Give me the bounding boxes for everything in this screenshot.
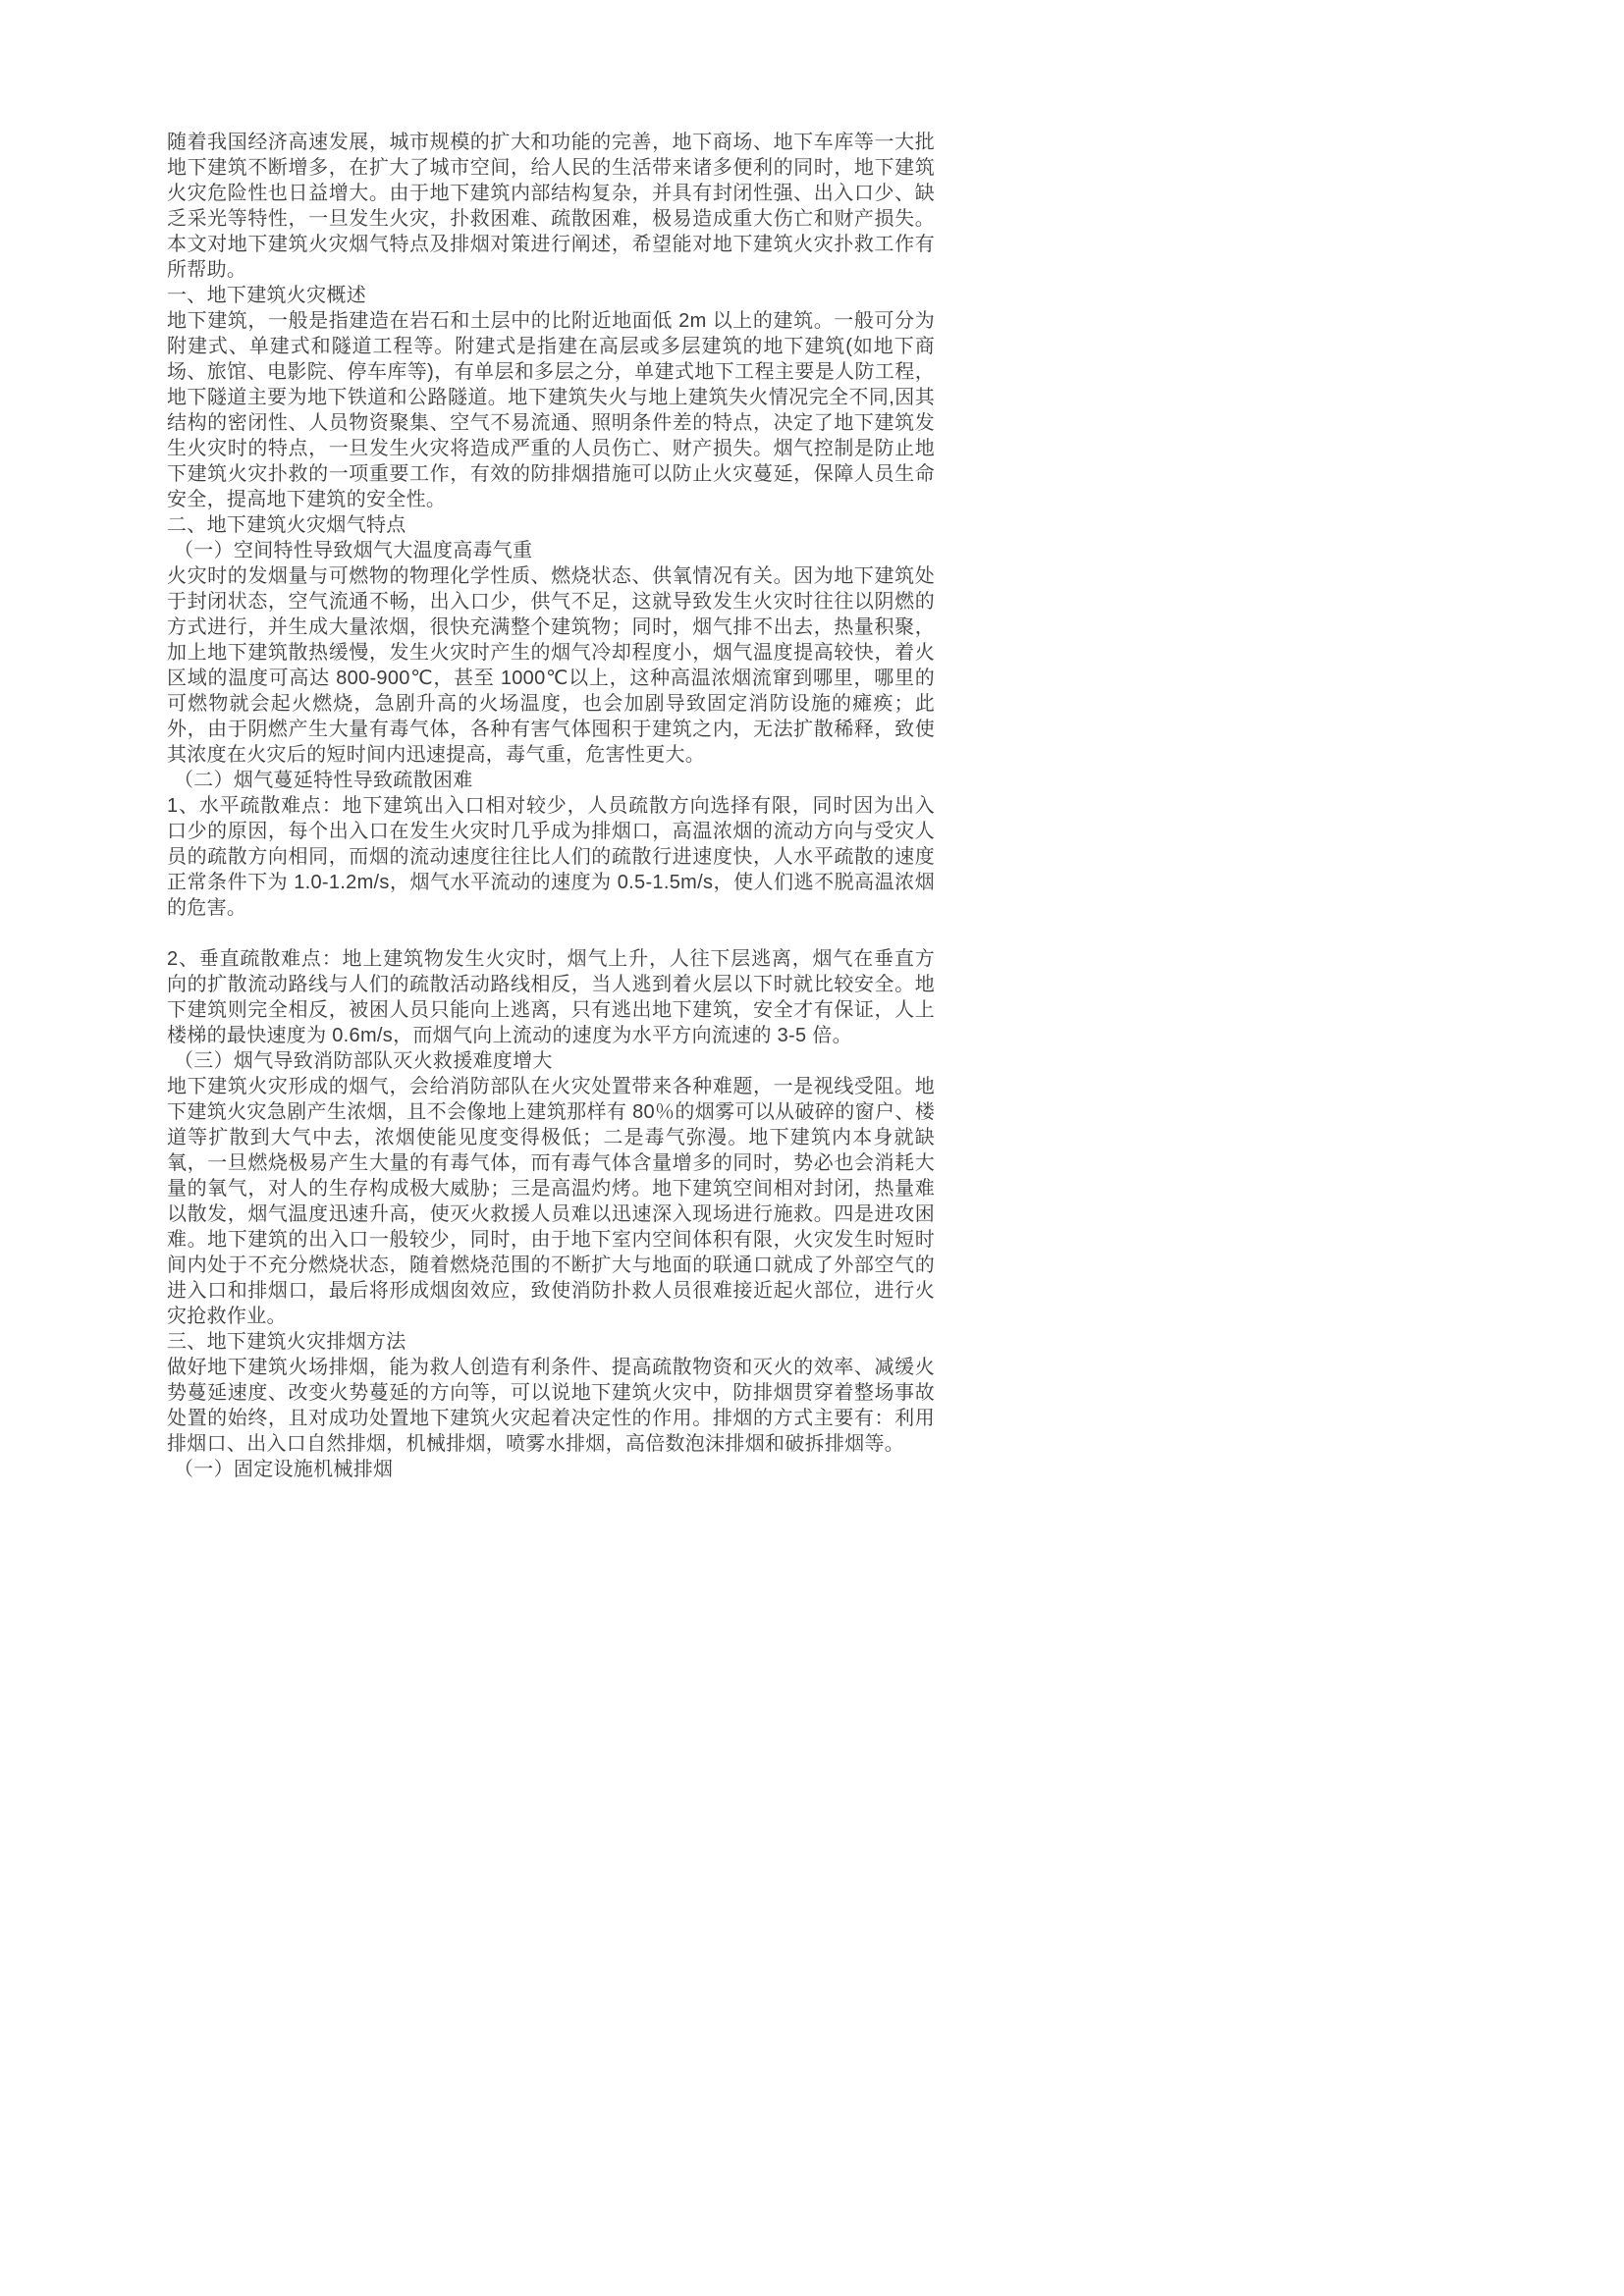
paragraph: 做好地下建筑火场排烟，能为救人创造有利条件、提高疏散物资和灭火的效率、减缓火势蔓延速度、改变火势蔓延的方向等，可以说地下建筑火灾中，防排烟贯穿着整场事故处置的始终，且对成功处置地下建筑火灾起着决定性的作用。排烟的方式主要有：利用排烟口、出入口自然排烟，机械排烟，喷雾水排烟，高倍数泡沫排烟和破拆排烟等。 (167, 1357, 935, 1455)
paragraph: 随着我国经济高速发展，城市规模的扩大和功能的完善，地下商场、地下车库等一大批地下建筑不断增多，在扩大了城市空间，给人民的生活带来诸多便利的同时，地下建筑火灾危险性也日益增大。由于地下建筑内部结构复杂，并具有封闭性强、出入口少、缺乏采光等特性，一旦发生火灾，扑救困难、疏散困难，极易造成重大伤亡和财产损失。本文对地下建筑火灾烟气特点及排烟对策进行阐述，希望能对地下建筑火灾扑救工作有所帮助。 (167, 132, 935, 281)
blank-line (167, 921, 935, 946)
document-content (167, 130, 935, 1482)
section-heading: 三、地下建筑火灾排烟方法 (167, 1331, 406, 1353)
paragraph: 火灾时的发烟量与可燃物的物理化学性质、燃烧状态、供氧情况有关。因为地下建筑处于封闭状态，空气流通不畅，出入口少，供气不足，这就导致发生火灾时往往以阴燃的方式进行，并生成大量浓烟，很快充满整个建筑物；同时，烟气排不出去，热量积聚，加上地下建筑散热缓慢，发生火灾时产生的烟气冷却程度小，烟气温度提高较快，着火区域的温度可高达 800-900℃，甚至 1000℃以上，这种高温浓烟流窜到哪里，哪里的可燃物就会起火燃烧，急剧升高的火场温度，也会加剧导致固定消防设施的瘫痪；此外，由于阴燃产生大量有毒气体，各种有害气体囤积于建筑之内，无法扩散稀释，致使其浓度在火灾后的短时间内迅速提高，毒气重，危害性更大。 (167, 565, 935, 766)
subsection-heading: （一）固定设施机械排烟 (174, 1459, 394, 1480)
subsection-heading: （三）烟气导致消防部队灭火救援难度增大 (174, 1050, 553, 1072)
paragraph: 地下建筑，一般是指建造在岩石和土层中的比附近地面低 2m 以上的建筑。一般可分为附建式、单建式和隧道工程等。附建式是指建在高层或多层建筑的地下建筑(如地下商场、旅馆、电影院、停车库等)，有单层和多层之分，单建式地下工程主要是人防工程，地下隧道主要为地下铁道和公路隧道。地下建筑失火与地上建筑失火情况完全不同,因其结构的密闭性、人员物资聚集、空气不易流通、照明条件差的特点，决定了地下建筑发生火灾时的特点，一旦发生火灾将造成严重的人员伤亡、财产损失。烟气控制是防止地下建筑火灾扑救的一项重要工作，有效的防排烟措施可以防止火灾蔓延，保障人员生命安全，提高地下建筑的安全性。 (167, 310, 935, 510)
subsection-heading: （二）烟气蔓延特性导致疏散困难 (174, 770, 473, 791)
section-heading: 二、地下建筑火灾烟气特点 (167, 514, 406, 536)
subsection-heading: （一）空间特性导致烟气大温度高毒气重 (174, 540, 533, 561)
paragraph: 1、水平疏散难点：地下建筑出入口相对较少，人员疏散方向选择有限，同时因为出入口少的原因，每个出入口在发生火灾时几乎成为排烟口，高温浓烟的流动方向与受灾人员的疏散方向相同，而烟的流动速度往往比人们的疏散行进速度快，人水平疏散的速度正常条件下为 1.0-1.2m/s，烟气水平流动的速度为 0.5-1.5m/s，使人们逃不脱高温浓烟的危害。 (167, 795, 935, 919)
section-heading: 一、地下建筑火灾概述 (167, 285, 366, 306)
paragraph: 2、垂直疏散难点：地上建筑物发生火灾时，烟气上升，人往下层逃离，烟气在垂直方向的扩散流动路线与人们的疏散活动路线相反，当人逃到着火层以下时就比较安全。地下建筑则完全相反，被困人员只能向上逃离，只有逃出地下建筑，安全才有保证，人上楼梯的最快速度为 0.6m/s，而烟气向上流动的速度为水平方向流速的 3-5 倍。 (167, 948, 935, 1046)
paragraph: 地下建筑火灾形成的烟气，会给消防部队在火灾处置带来各种难题，一是视线受阻。地下建筑火灾急剧产生浓烟，且不会像地上建筑那样有 80％的烟雾可以从破碎的窗户、楼道等扩散到大气中去，浓烟使能见度变得极低；二是毒气弥漫。地下建筑内本身就缺氧，一旦燃烧极易产生大量的有毒气体，而有毒气体含量增多的同时，势必也会消耗大量的氧气，对人的生存构成极大威胁；三是高温灼烤。地下建筑空间相对封闭，热量难以散发，烟气温度迅速升高，使灭火救援人员难以迅速深入现场进行施救。四是进攻困难。地下建筑的出入口一般较少，同时，由于地下室内空间体积有限，火灾发生时短时间内处于不充分燃烧状态，随着燃烧范围的不断扩大与地面的联通口就成了外部空气的进入口和排烟口，最后将形成烟囱效应，致使消防扑救人员很难接近起火部位，进行火灾抢救作业。 (167, 1076, 935, 1327)
